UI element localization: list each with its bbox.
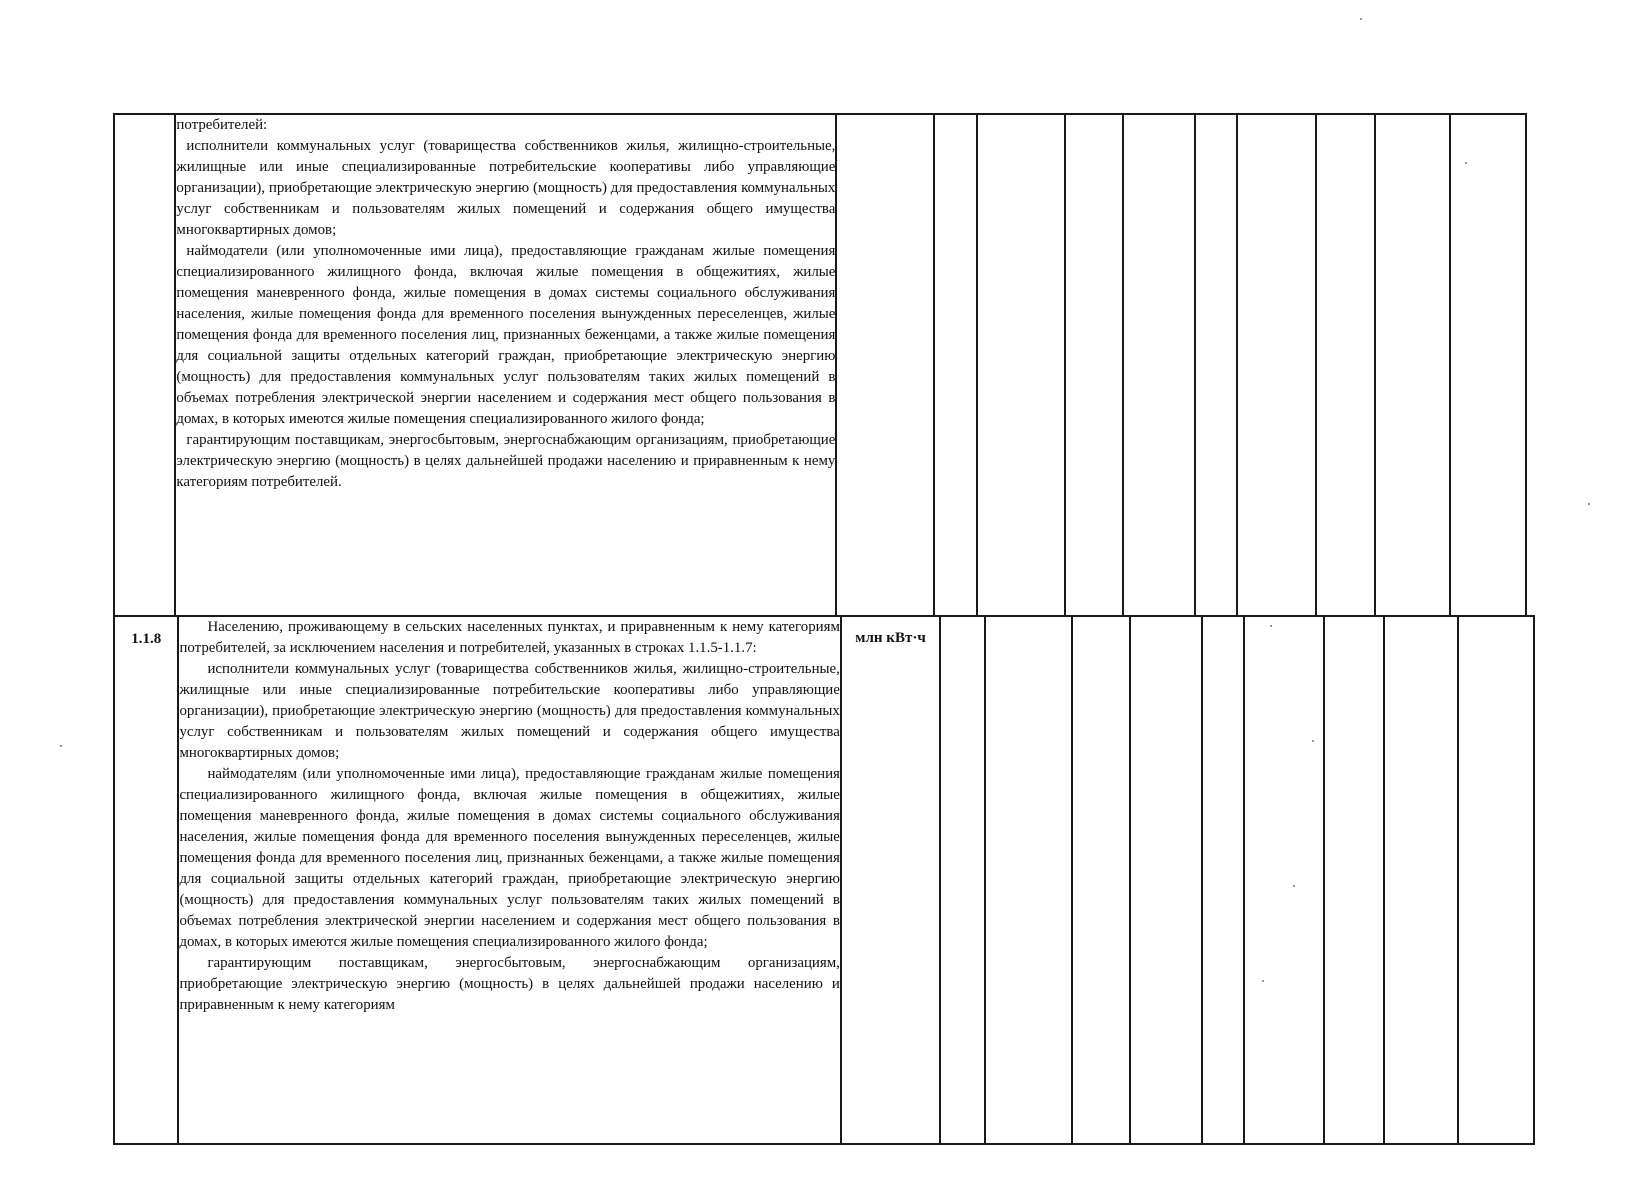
scan-speck [1293, 885, 1295, 887]
value-cell [1384, 616, 1458, 1144]
row-description-cell [178, 616, 840, 1144]
value-cell [934, 114, 977, 616]
value-cell [1202, 616, 1244, 1144]
value-cell [1316, 114, 1375, 616]
scan-speck [1270, 625, 1272, 627]
value-cell [1324, 616, 1384, 1144]
scan-speck [1262, 980, 1264, 982]
description-paragraph: наймодатели (или уполномоченные ими лица), предоставляющие гражданам жилые помещения специализированного жилищного фонда, включая жилые помещения в общежитиях, жилые помещения маневренного фонда, жилые помещения в домах системы социального обслуживания населения, жилые помещения фонда для временного поселения вынужденных переселенцев, жилые помещения фонда для временного поселения лиц, признанных беженцами, а также жилые помещения для социальной защиты отдельных категорий граждан, приобретающие электрическую энергию (мощность) для предоставления коммунальных услуг пользователям таких жилых помещений в объемах потребления электрической энергии населением и содержания мест общего пользования в домах, в которых имеются жилые помещения специализированного жилого фонда; [176, 243, 836, 427]
description-paragraph: Населению, проживающему в сельских населенных пунктах, и приравненным к нему категориям потребителей, за исключением населения и потребителей, указанных в строках 1.1.5-1.1.7: [179, 619, 840, 656]
description-paragraph: потребителей: [176, 117, 268, 133]
value-cell [940, 616, 984, 1144]
scan-speck [1465, 162, 1467, 164]
unit-cell: млн кВт·ч [841, 616, 940, 1144]
table-row-1-1-8 [113, 615, 1535, 1145]
row-number-cell: 1.1.8 [114, 616, 178, 1144]
value-cell [1065, 114, 1123, 616]
value-cell [1458, 616, 1534, 1144]
value-cell [1375, 114, 1449, 616]
scan-speck [1588, 503, 1590, 505]
description-paragraph: исполнители коммунальных услуг (товарищества собственников жилья, жилищно-строительные, жилищные или иные специализированные потребительские кооперативы либо управляющие организации), приобретающие электрическую энергию (мощность) для предоставления коммунальных услуг собственникам и пользователям жилых помещений и содержания общего имущества многоквартирных домов; [179, 661, 840, 761]
value-cell [1130, 616, 1202, 1144]
table-row-continuation [113, 113, 1527, 617]
unit-cell [836, 114, 933, 616]
value-cell [1072, 616, 1130, 1144]
value-cell [1237, 114, 1316, 616]
description-paragraph: гарантирующим поставщикам, энергосбытовым, энергоснабжающим организациям, приобретающие электрическую энергию (мощность) в целях дальнейшей продажи населению и приравненным к нему категориям [179, 955, 840, 1013]
scan-speck [60, 745, 62, 747]
scan-speck [1312, 740, 1314, 742]
description-paragraph: гарантирующим поставщикам, энергосбытовым, энергоснабжающим организациям, приобретающие электрическую энергию (мощность) в целях дальнейшей продажи населению и приравненным к нему категориям потребителей. [176, 432, 836, 490]
description-paragraph: исполнители коммунальных услуг (товарищества собственников жилья, жилищно-строительные, жилищные или иные специализированные потребительские кооперативы либо управляющие организации), приобретающие электрическую энергию (мощность) для предоставления коммунальных услуг собственникам и пользователям жилых помещений и содержания общего имущества многоквартирных домов; [176, 138, 836, 238]
row-number-cell [114, 114, 175, 616]
description-paragraph: наймодателям (или уполномоченные ими лица), предоставляющие гражданам жилые помещения специализированного жилищного фонда, включая жилые помещения в общежитиях, жилые помещения маневренного фонда, жилые помещения в домах системы социального обслуживания населения, жилые помещения фонда для временного поселения вынужденных переселенцев, жилые помещения фонда для временного поселения лиц, признанных беженцами, а также жилые помещения для социальной защиты отдельных категорий граждан, приобретающие электрическую энергию (мощность) для предоставления коммунальных услуг пользователям таких жилых помещений в объемах потребления электрической энергии населением и содержания мест общего пользования в домах, в которых имеются жилые помещения специализированного жилого фонда; [179, 766, 840, 950]
value-cell [1195, 114, 1236, 616]
value-cell [1123, 114, 1195, 616]
value-cell [1244, 616, 1323, 1144]
row-description-cell [175, 114, 836, 616]
value-cell [985, 616, 1073, 1144]
value-cell [977, 114, 1065, 616]
value-cell [1450, 114, 1526, 616]
scan-speck [1360, 18, 1362, 20]
